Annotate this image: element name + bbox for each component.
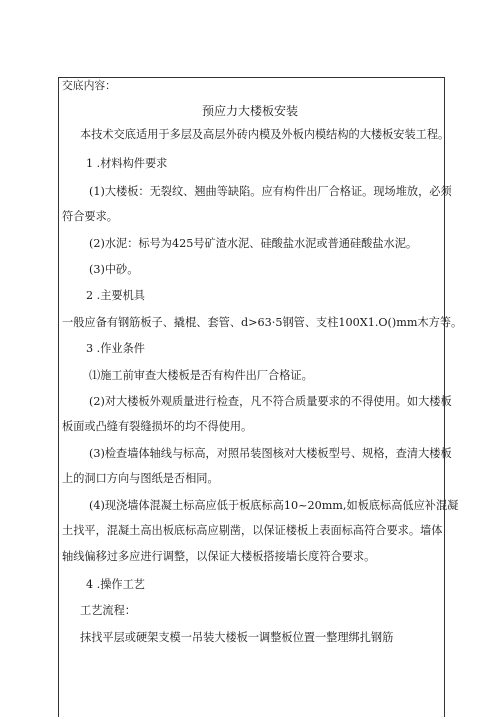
- list-item-continuation: 符合要求。: [62, 210, 118, 223]
- list-item: (4)现浇墙体混凝土标高应低于板底标高10~20mm,如板底标高低应补混凝: [89, 499, 459, 512]
- list-item: (3)中砂。: [89, 263, 139, 276]
- process-flow-steps: 抹找平层或硬架支模一吊装大楼板一调整板位置一整理绑扎钢筋: [80, 631, 394, 644]
- list-item-continuation: 土找平，混凝土高出板底标高应剔凿，以保证楼板上表面标高符合要求。墙体: [62, 524, 443, 537]
- section-heading-materials: 1 .材料构件要求: [86, 157, 168, 170]
- section-heading-conditions: 3 .作业条件: [86, 342, 145, 355]
- section-heading-tools: 2 .主要机具: [86, 289, 145, 302]
- paragraph-scope: 本技术交底适用于多层及高层外砖内模及外板内模结构的大楼板安装工程。: [80, 128, 450, 141]
- document-title: 预应力大楼板安装: [201, 104, 298, 118]
- list-item: (3)检查墙体轴线与标高，对照吊装图核对大楼板型号、规格，查清大楼板: [89, 447, 452, 460]
- list-item-continuation: 轴线偏移过多应进行调整，以保证大楼板搭接墙长度符合要求。: [62, 550, 376, 563]
- list-item: ⑴施工前审查大楼板是否有构件出厂合格证。: [89, 369, 313, 382]
- paragraph-tools: 一般应备有钢筋板子、撬棍、套管、d>63·5钢管、支柱100X1.O()mm木方等。: [62, 316, 463, 329]
- list-item-continuation: 板面或凸缝有裂缝损坏的均不得使用。: [62, 420, 253, 433]
- disclosure-content-label: 交底内容：: [62, 79, 116, 92]
- section-heading-process: 4 .操作工艺: [86, 578, 145, 591]
- list-item: (1)大楼板：无裂纹、翘曲等缺陷。应有构件出厂合格证。现场堆放，必须: [89, 185, 452, 198]
- list-item: (2)水泥：标号为425号矿渣水泥、硅酸盐水泥或普通硅酸盐水泥。: [89, 237, 418, 250]
- list-item: (2)对大楼板外观质量进行检查，凡不符合质量要求的不得使用。如大楼板: [89, 395, 452, 408]
- list-item-continuation: 上的洞口方向与图纸是否相同。: [62, 472, 219, 485]
- process-flow-label: 工艺流程：: [80, 604, 136, 617]
